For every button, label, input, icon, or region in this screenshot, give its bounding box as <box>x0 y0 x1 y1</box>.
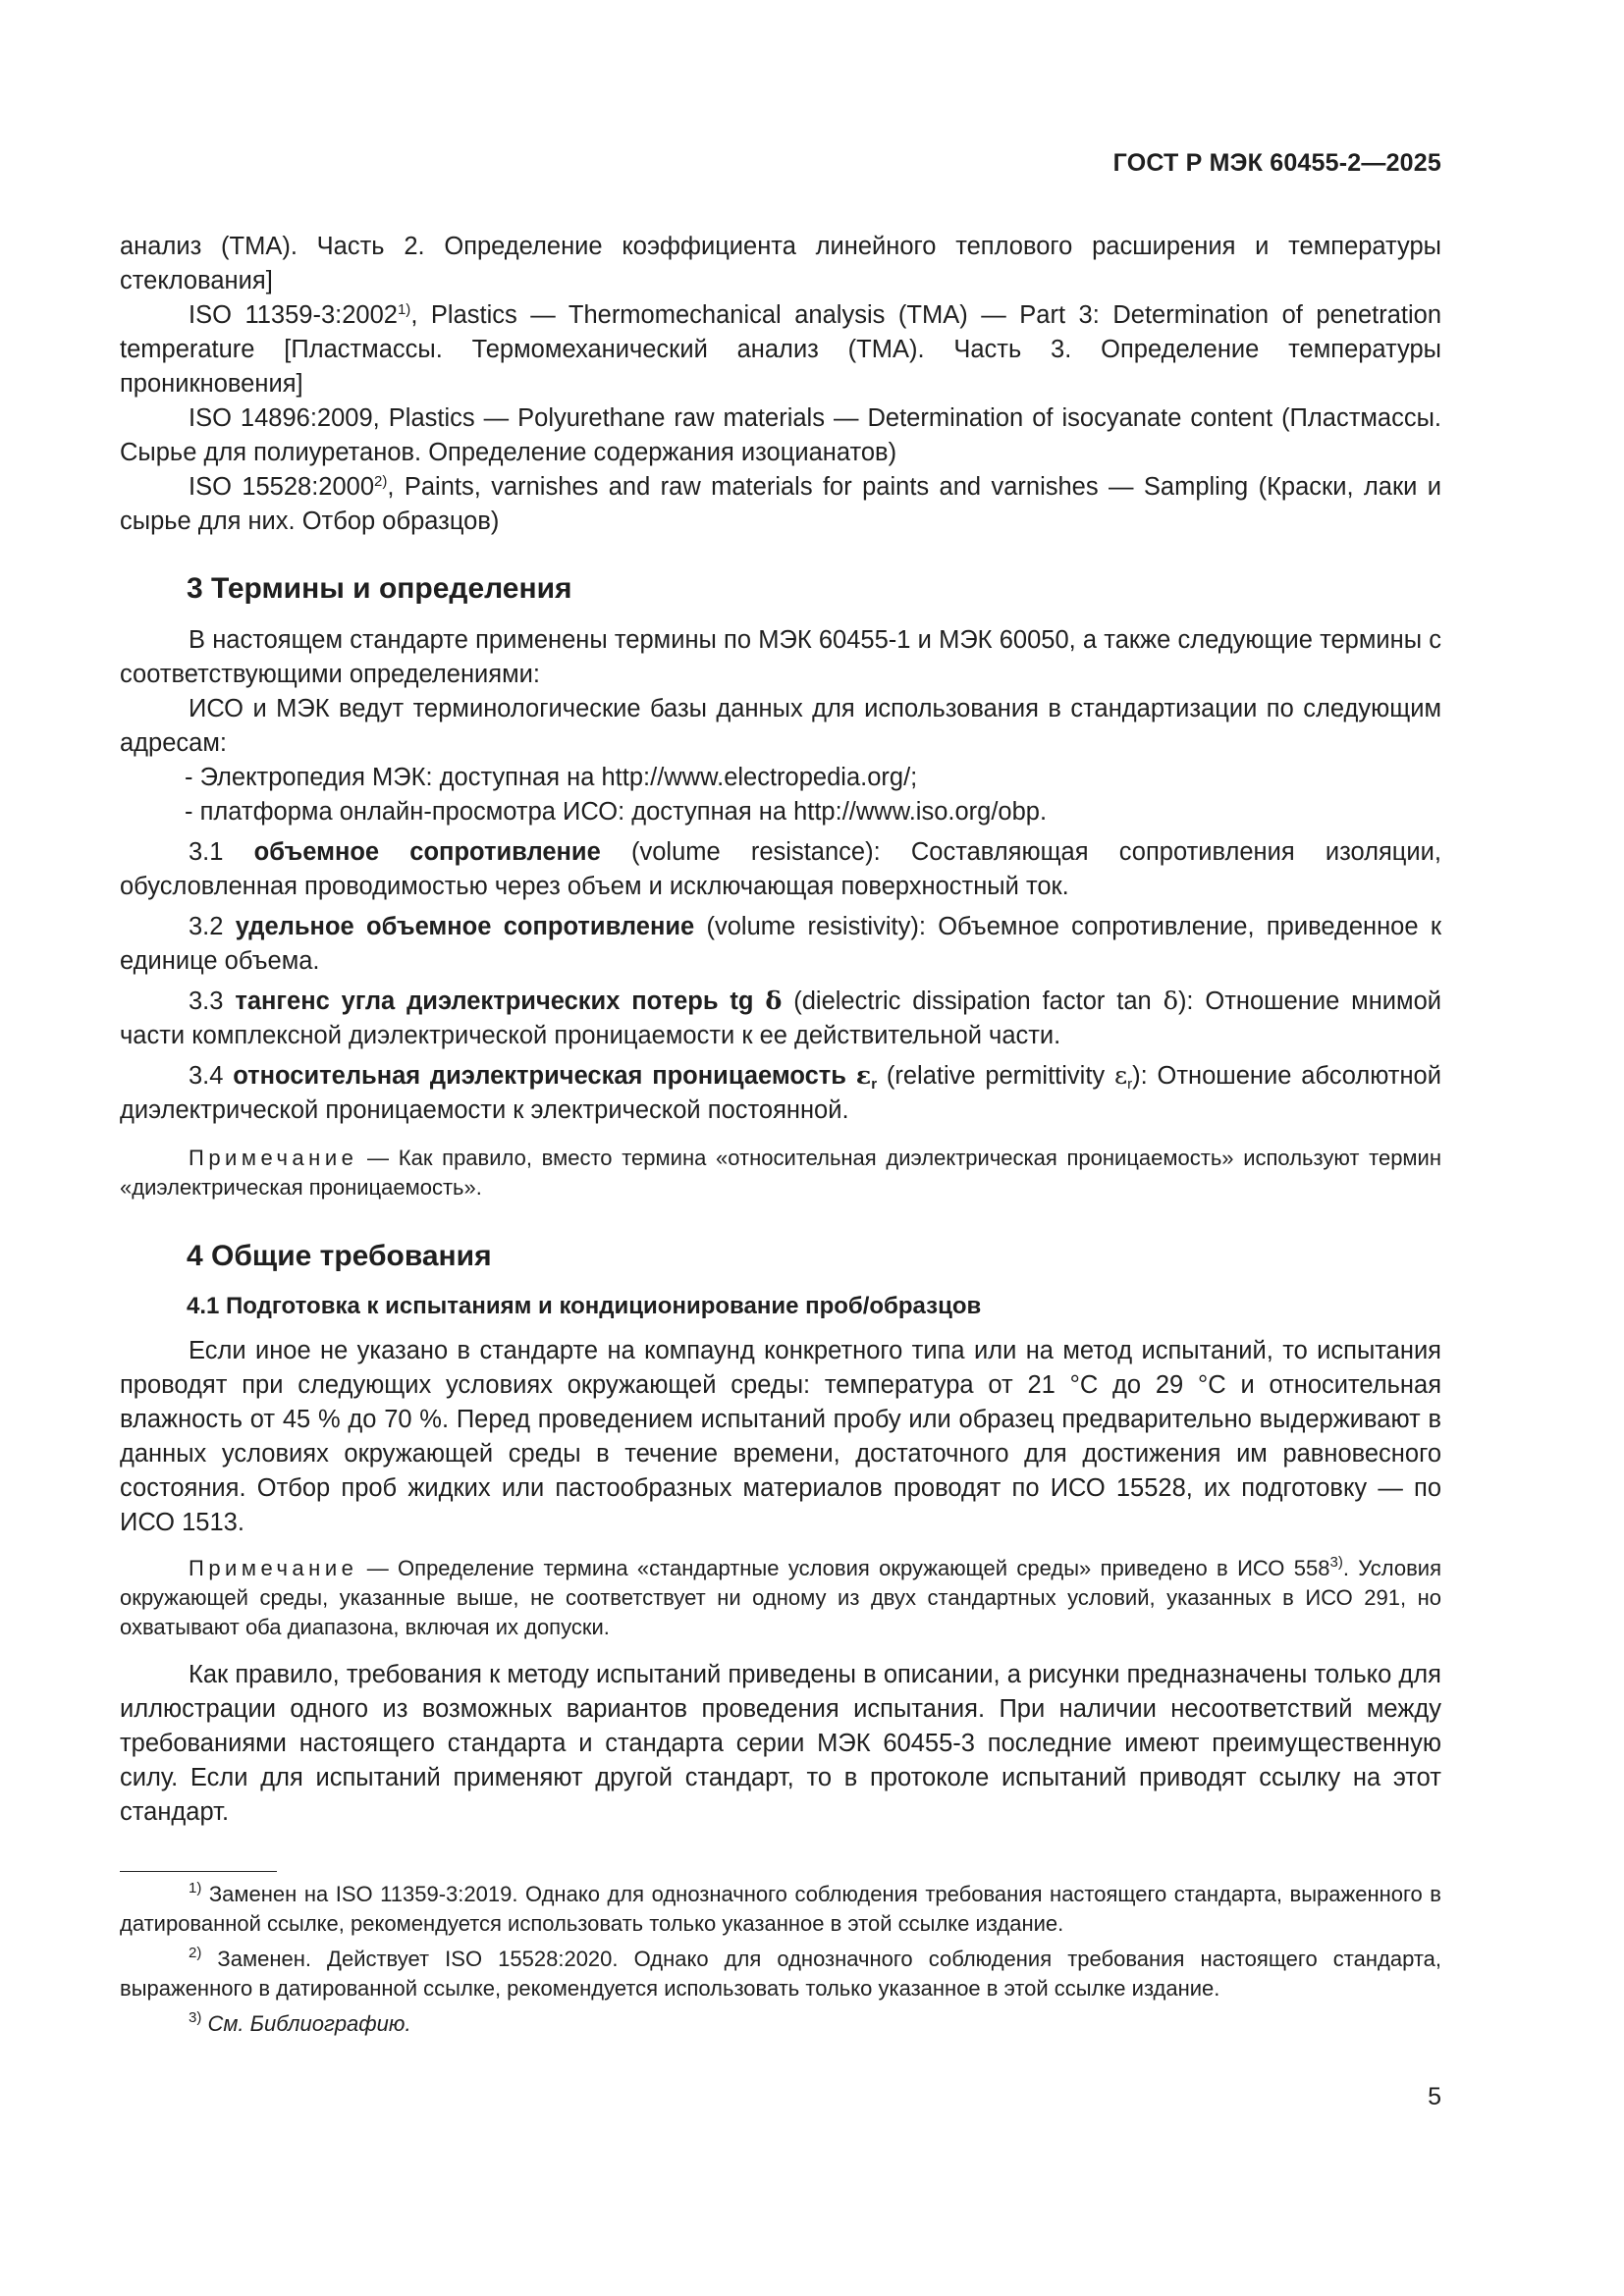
section-3-intro: В настоящем стандарте применены термины по МЭК 60455-1 и МЭК 60050, а также следующие термины с соответствующими определениями: <box>120 626 1441 688</box>
page-number: 5 <box>1428 2083 1441 2110</box>
section-3-note: Примечание — Как правило, вместо термина «относительная диэлектрическая проницаемость» используют термин «диэлектрическая проницаемость». <box>120 1146 1441 1200</box>
section-4-1-note: Примечание — Определение термина «стандартные условия окружающей среды» приведено в ИСО 558$^{3)}$. Условия окружающей среды, указанные выше, не соответствует ни одному из двух стандартных условий, указанных в ИСО 291, но охватывают оба диапазона, включая их допуски. <box>120 1554 1441 1639</box>
section-4-1-paragraph-1: Если иное не указано в стандарте на компаунд конкретного типа или на метод испытаний, то испытания проводят при следующих условиях окружающей среды: температура от 21 °С до 29 °С и относительная влажность от 45 % до 70 %. Перед проведением испытаний пробу или образец предварительно выдерживают в данных условиях окружающей среды в течение времени, достаточного для достижения им равновесного состояния. Отбор проб жидких или пастообразных материалов проводят по ИСО 15528, их подготовку — по ИСО 1513. <box>120 1337 1441 1536</box>
term-3-1: 3.1 объемное сопротивление (volume resistance): Составляющая сопротивления изоляции, обусловленная проводимостью через объем и исключающая поверхностный ток. <box>120 838 1441 900</box>
reference-iso-15528: ISO 15528:2000$^{2)}$, Paints, varnishes and raw materials for paints and varnishes — Sampling (Краски, лаки и сырье для них. Отбор образцов) <box>120 473 1442 535</box>
term-3-4: 3.4 относительная диэлектрическая проницаемость $\varepsilon_r$ (relative permittivity $\varepsilon_r$): Отношение абсолютной диэлектрической проницаемости к электрической постоянной. <box>120 1061 1441 1124</box>
list-item-electropedia: - Электропедия МЭК: доступная на http://www.electropedia.org/; <box>185 764 918 791</box>
section-4-1-paragraph-2: Как правило, требования к методу испытаний приведены в описании, а рисунки предназначены только для иллюстрации одного из возможных вариантов проведения испытания. При наличии несоответствий между требованиями настоящего стандарта и стандарта серии МЭК 60455-3 последние имеют преимущественную силу. Если для испытаний применяют другой стандарт, то в протоколе испытаний приводят ссылку на этот стандарт. <box>120 1661 1441 1826</box>
subsection-4-1-title: 4.1 Подготовка к испытаниям и кондиционирование проб/образцов <box>187 1293 982 1319</box>
document-code-header: ГОСТ Р МЭК 60455-2—2025 <box>1112 149 1441 177</box>
reference-continuation: анализ (ТМА). Часть 2. Определение коэффициента линейного теплового расширения и температуры стеклования] <box>120 233 1441 294</box>
term-3-2: 3.2 удельное объемное сопротивление (volume resistivity): Объемное сопротивление, приведенное к единице объема. <box>120 913 1441 975</box>
page-content <box>120 147 1441 2039</box>
reference-iso-14896: ISO 14896:2009, Plastics — Polyurethane raw materials — Determination of isocyanate content (Пластмассы. Сырье для полиуретанов. Определение содержания изоцианатов) <box>120 404 1442 466</box>
list-item-iso-obp: - платформа онлайн-просмотра ИСО: доступная на http://www.iso.org/obp. <box>185 798 1048 826</box>
section-3-title: 3 Термины и определения <box>187 572 572 605</box>
footnote-3: $^{3)}$ См. Библиографию. <box>189 2009 411 2036</box>
term-3-3: 3.3 тангенс угла диэлектрических потерь tg δ (dielectric dissipation factor tan δ): Отношение мнимой части комплексной диэлектрической проницаемости к ее действительной части. <box>120 987 1442 1049</box>
footnote-2: $^{2)}$ Заменен. Действует ISO 15528:2020. Однако для однозначного соблюдения требования настоящего стандарта, выраженного в датированной ссылке, рекомендуется использовать только указанное в этой ссылке издание. <box>120 1945 1441 2001</box>
footnote-separator <box>120 1871 277 1872</box>
footnote-1: $^{1)}$ Заменен на ISO 11359-3:2019. Однако для однозначного соблюдения требования настоящего стандарта, выраженного в датированной ссылке, рекомендуется использовать только указанное в этой ссылке издание. <box>120 1880 1441 1936</box>
terminology-db-paragraph: ИСО и МЭК ведут терминологические базы данных для использования в стандартизации по следующим адресам: <box>120 695 1441 757</box>
section-4-title: 4 Общие требования <box>187 1240 492 1272</box>
reference-iso-11359-3: ISO 11359-3:2002$^{1)}$, Plastics — Thermomechanical analysis (TMA) — Part 3: Determination of penetration temperature [Пластмассы. Термомеханический анализ (ТМА). Часть 3. Определение температуры проникновения] <box>120 301 1442 398</box>
